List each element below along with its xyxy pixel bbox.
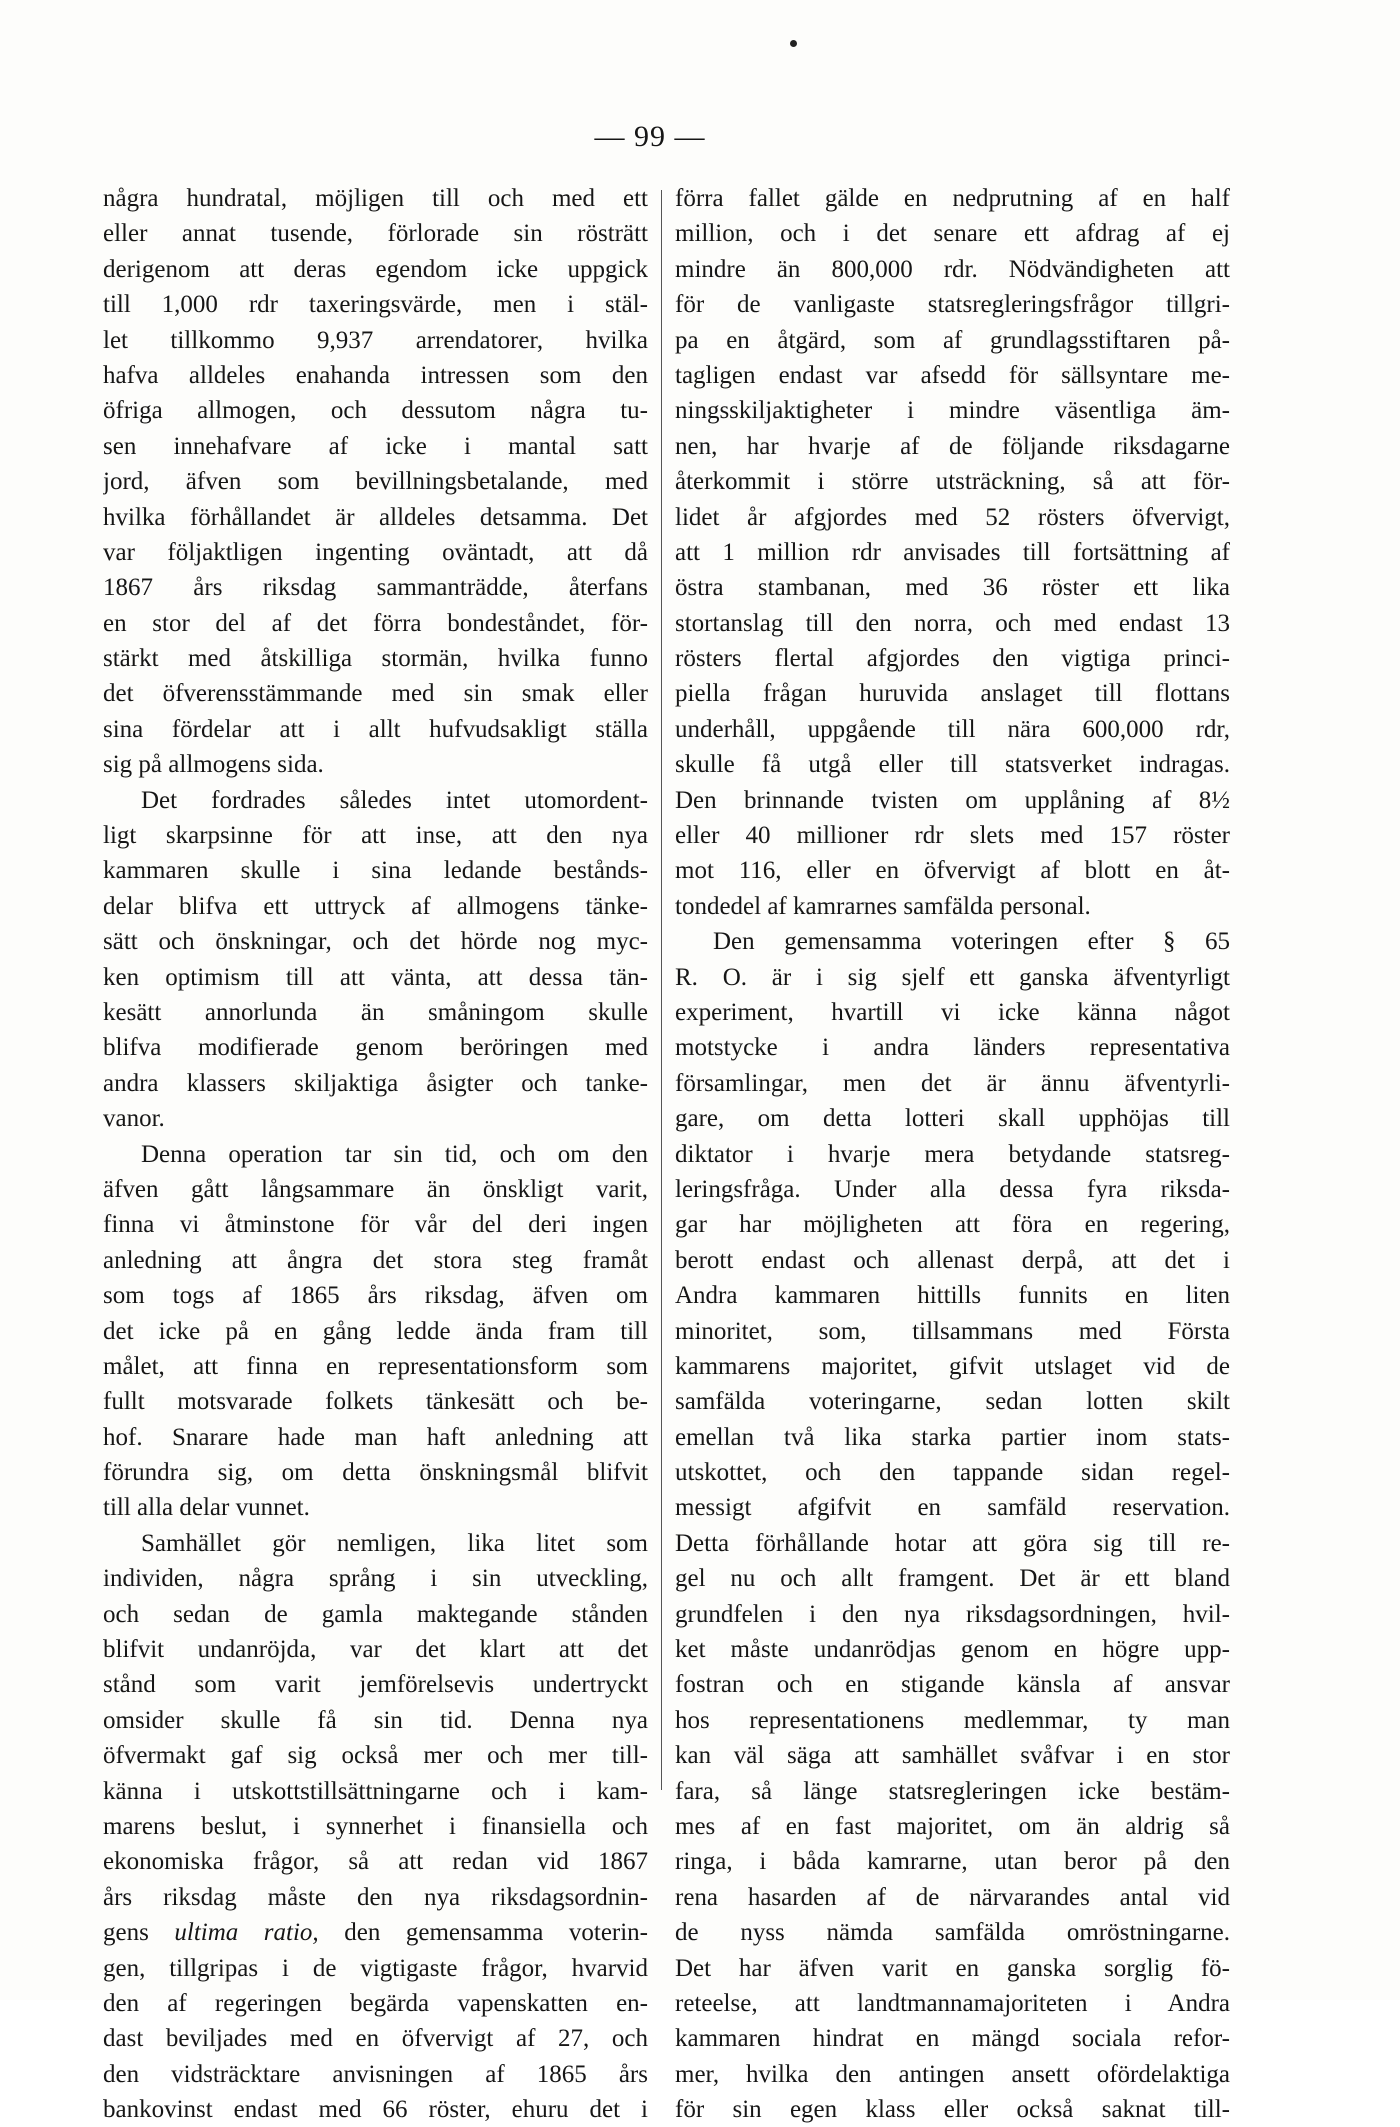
text-line: sina fördelar att i allt hufvudsakligt ställa (103, 715, 648, 743)
text-line: andra klassers skiljaktiga åsigter och tanke- (103, 1069, 648, 1097)
text-line: ekonomiska frågor, så att redan vid 1867 (103, 1848, 648, 1876)
text-line: att 1 million rdr anvisades till fortsättning af (675, 538, 1230, 566)
text-line: Samhället gör nemligen, lika litet som (141, 1529, 648, 1557)
text-line: målet, att finna en representationsform som (103, 1352, 648, 1380)
text-line: sig på allmogens sida. (103, 751, 324, 779)
text-line: kammarens majoritet, gifvit utslaget vid de (675, 1352, 1230, 1380)
text-line: 1867 års riksdag sammanträdde, återfans (103, 574, 648, 602)
text-line: experiment, hvartill vi icke känna något (675, 998, 1230, 1026)
text-line: gen, tillgripas i de vigtigaste frågor, hvarvid (103, 1954, 648, 1982)
right-column (675, 181, 1230, 2127)
text-line: hvilka förhållandet är alldeles detsamma. Det (103, 503, 648, 531)
left-column (103, 181, 648, 2127)
text-line: stortanslag till den norra, och med endast 13 (675, 609, 1230, 637)
text-line: Detta förhållande hotar att göra sig till re- (675, 1529, 1230, 1557)
text-line: mindre än 800,000 rdr. Nödvändigheten att (675, 255, 1230, 283)
text-line: ket måste undanrödjas genom en högre upp- (675, 1636, 1230, 1664)
text-line: motstycke i andra länders representativa (675, 1034, 1230, 1062)
text-line: blifvit undanröjda, var det klart att det (103, 1636, 648, 1664)
text-line: och sedan de gamla maktegande stånden (103, 1600, 648, 1628)
text-line: det icke på en gång ledde ända fram till (103, 1317, 648, 1345)
text-line: fara, så länge statsregleringen icke bestäm- (675, 1777, 1230, 1805)
text-line: jord, äfven som bevillningsbetalande, med (103, 468, 648, 496)
text-line: anledning att ångra det stora steg framåt (103, 1246, 648, 1274)
text-line-segment: gens (103, 1919, 149, 1947)
text-line: års riksdag måste den nya riksdagsordnin- (103, 1883, 648, 1911)
text-line: dast beviljades med en öfvervigt af 27, och (103, 2025, 648, 2053)
page-number: — 99 — (594, 120, 706, 153)
text-line: R. O. är i sig sjelf ett ganska äfventyrligt (675, 963, 1230, 991)
text-line: ningsskiljaktigheter i mindre väsentliga äm- (675, 397, 1230, 425)
text-line: Denna operation tar sin tid, och om den (141, 1140, 648, 1168)
text-line: finna vi åtminstone för vår del deri ingen (103, 1211, 648, 1239)
text-line: kammaren hindrat en mängd sociala refor- (675, 2025, 1230, 2053)
text-line: sen innehafvare af icke i mantal satt (103, 432, 648, 460)
text-line: berott endast och allenast derpå, att det i (675, 1246, 1230, 1274)
text-line: kesätt annorlunda än småningom skulle (103, 998, 648, 1026)
text-line: tagligen endast var afsedd för sällsyntare me- (675, 361, 1230, 389)
text-line: ken optimism till att vänta, att dessa tän- (103, 963, 648, 991)
text-line: de nyss nämda samfälda omröstningarne. (675, 1919, 1230, 1947)
text-line: kan väl säga att samhället svåfvar i en stor (675, 1742, 1230, 1770)
text-line: grundfelen i den nya riksdagsordningen, hvil- (675, 1600, 1230, 1628)
text-line: för de vanligaste statsregleringsfrågor tillgri- (675, 291, 1230, 319)
text-line: var följaktligen ingenting oväntadt, att då (103, 538, 648, 566)
text-line: förra fallet gälde en nedprutning af en half (675, 185, 1230, 212)
text-line: derigenom att deras egendom icke uppgick (103, 255, 648, 283)
text-line: hos representationens medlemmar, ty man (675, 1706, 1230, 1734)
text-line: ringa, i båda kamrarne, utan beror på den (675, 1848, 1230, 1876)
text-line: återkommit i större utsträckning, så att för- (675, 468, 1230, 496)
text-line: Andra kammaren hittills funnits en liten (675, 1282, 1230, 1310)
text-line: reteelse, att landtmannamajoriteten i Andra (675, 1989, 1230, 2017)
text-line: för sin egen klass eller också saknat till- (675, 2096, 1230, 2124)
text-line: lidet år afgjordes med 52 rösters öfvervigt, (675, 503, 1230, 531)
text-line: rena hasarden af de närvarandes antal vid (675, 1883, 1230, 1911)
text-line: fullt motsvarade folkets tänkesätt och be- (103, 1388, 648, 1416)
text-line: ligt skarpsinne för att inse, att den nya (103, 822, 648, 850)
text-line: rösters flertal afgjordes den vigtiga princi- (675, 645, 1230, 673)
text-line: förundra sig, om detta önskningsmål blifvit (103, 1459, 648, 1487)
text-line: gel nu och allt framgent. Det är ett bland (675, 1565, 1230, 1593)
text-line: Den gemensamma voteringen efter § 65 (713, 928, 1230, 956)
text-line: till alla delar vunnet. (103, 1494, 310, 1522)
text-line: stånd som varit jemförelsevis undertryckt (103, 1671, 648, 1699)
text-line: sätt och önskningar, och det hörde nog myc- (103, 928, 648, 956)
text-line: hafva alldeles enahanda intressen som den (103, 361, 648, 389)
text-line-segment: den gemensamma voterin- (344, 1919, 648, 1947)
text-line: äfven gått långsammare än önskligt varit, (103, 1175, 648, 1203)
text-line: mes af en fast majoritet, om än aldrig så (675, 1812, 1230, 1840)
text-line: bankovinst endast med 66 röster, ehuru det i (103, 2096, 648, 2124)
text-line: känna i utskottstillsättningarne och i kam- (103, 1777, 648, 1805)
text-line: gare, om detta lotteri skall upphöjas till (675, 1105, 1230, 1133)
text-line: öfvermakt gaf sig också mer och mer till- (103, 1742, 648, 1770)
text-line: omsider skulle få sin tid. Denna nya (103, 1706, 648, 1734)
text-line: hof. Snarare hade man haft anledning att (103, 1423, 648, 1451)
text-line: Det fordrades således intet utomordent- (141, 786, 648, 814)
text-line: delar blifva ett uttryck af allmogens tänke- (103, 892, 648, 920)
text-line: östra stambanan, med 36 röster ett lika (675, 574, 1230, 602)
text-line (103, 1915, 648, 1950)
text-line: million, och i det senare ett afdrag af ej (675, 220, 1230, 248)
text-line: en stor del af det förra bondeståndet, för- (103, 609, 648, 637)
text-line: som togs af 1865 års riksdag, äfven om (103, 1282, 648, 1310)
print-speck (790, 40, 797, 47)
column-divider (661, 190, 662, 1790)
text-line: till 1,000 rdr taxeringsvärde, men i stäl- (103, 291, 648, 319)
text-line: individen, några språng i sin utveckling, (103, 1565, 648, 1593)
text-line: Den brinnande tvisten om upplåning af 8½ (675, 786, 1230, 814)
text-line: det öfverensstämmande med sin smak eller (103, 680, 648, 708)
text-line: församlingar, men det är ännu äfventyrli- (675, 1069, 1230, 1097)
text-line: diktator i hvarje mera betydande statsreg- (675, 1140, 1230, 1168)
text-line: fostran och en stigande känsla af ansvar (675, 1671, 1230, 1699)
text-line: tondedel af kamrarnes samfälda personal. (675, 892, 1091, 920)
text-line: mer, hvilka den antingen ansett ofördelaktiga (675, 2060, 1230, 2088)
text-line: emellan två lika starka partier inom stats- (675, 1423, 1230, 1451)
text-line: utskottet, och den tappande sidan regel- (675, 1459, 1230, 1487)
text-line: mot 116, eller en öfvervigt af blott en åt- (675, 857, 1230, 885)
text-line: Det har äfven varit en ganska sorglig fö- (675, 1954, 1230, 1982)
text-line: öfriga allmogen, och dessutom några tu- (103, 397, 648, 425)
italic-phrase: ultima ratio, (174, 1919, 319, 1947)
text-line: stärkt med åtskilliga stormän, hvilka funno (103, 645, 648, 673)
text-line: blifva modifierade genom beröringen med (103, 1034, 648, 1062)
text-line: den vidsträcktare anvisningen af 1865 års (103, 2060, 648, 2088)
text-line: några hundratal, möjligen till och med ett (103, 185, 648, 212)
text-line: nen, har hvarje af de följande riksdagarne (675, 432, 1230, 460)
text-line: eller 40 millioner rdr slets med 157 röster (675, 822, 1230, 850)
text-line: messigt afgifvit en samfäld reservation. (675, 1494, 1230, 1522)
text-line: pa en åtgärd, som af grundlagsstiftaren på- (675, 326, 1230, 354)
text-line: piella frågan huruvida anslaget till flottans (675, 680, 1230, 708)
text-line: minoritet, som, tillsammans med Första (675, 1317, 1230, 1345)
text-line: vanor. (103, 1105, 165, 1133)
text-line: eller annat tusende, förlorade sin rösträtt (103, 220, 648, 248)
text-line: skulle få utgå eller till statsverket indragas. (675, 751, 1230, 779)
text-line: den af regeringen begärda vapenskatten en- (103, 1989, 648, 2017)
text-line: leringsfråga. Under alla dessa fyra riksda- (675, 1175, 1230, 1203)
text-line: samfälda voteringarne, sedan lotten skilt (675, 1388, 1230, 1416)
text-line: kammaren skulle i sina ledande bestånds- (103, 857, 648, 885)
text-line: let tillkommo 9,937 arrendatorer, hvilka (103, 326, 648, 354)
text-line: underhåll, uppgående till nära 600,000 rdr, (675, 715, 1230, 743)
text-line: marens beslut, i synnerhet i finansiella och (103, 1812, 648, 1840)
text-line: gar har möjligheten att föra en regering, (675, 1211, 1230, 1239)
